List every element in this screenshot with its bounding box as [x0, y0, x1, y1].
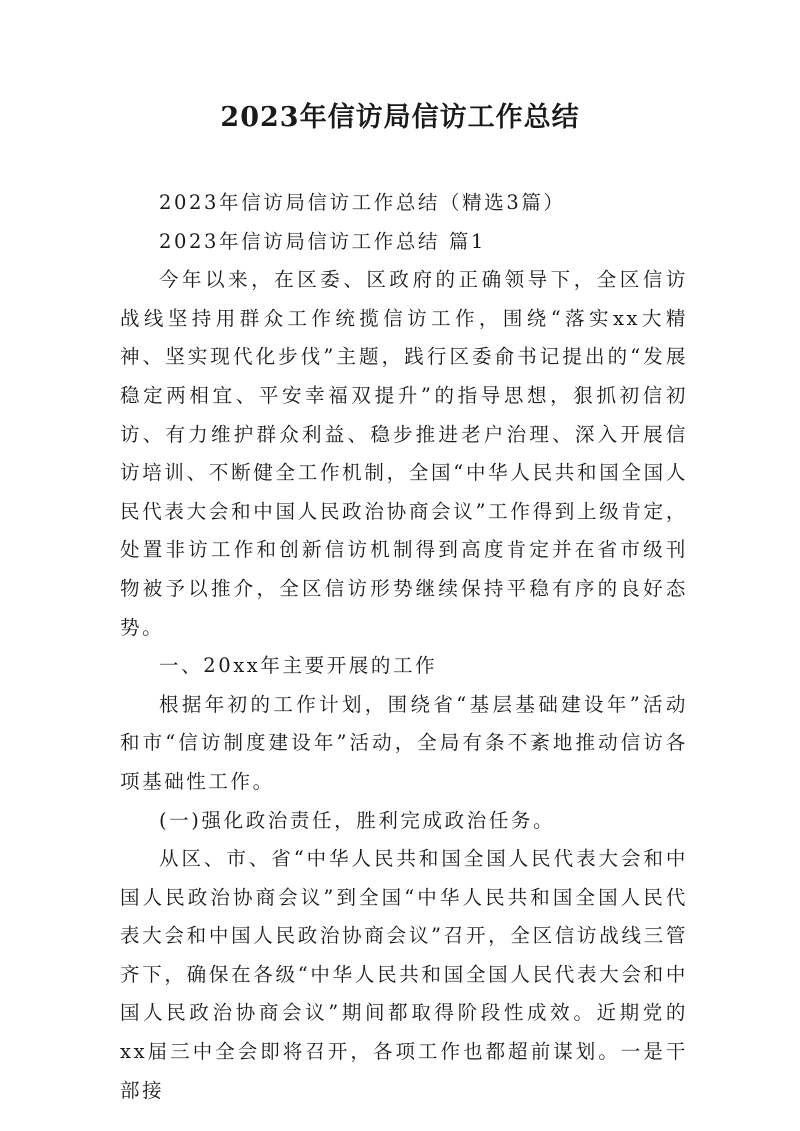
- body-paragraph: 从区、市、省“中华人民共和国全国人民代表大会和中国人民政治协商会议”到全国“中华人民共和国全国人民代表大会和中国人民政治协商会议”召开，全区信访战线三管齐下，确保在各级“中华人民共和国全国人民代表大会和中国人民政治协商会议”期间都取得阶段性成效。近期党的xx届三中全会即将召开，各项工作也都超前谋划。一是干部接: [120, 847, 688, 1102]
- heading-paragraph: 一、20xx年主要开展的工作: [159, 654, 438, 678]
- document-title: 2023年信访局信访工作总结: [220, 102, 580, 133]
- body-paragraph: 今年以来，在区委、区政府的正确领导下，全区信访战线坚持用群众工作统揽信访工作，围绕“落实xx大精神、坚实现代化步伐”主题，践行区委俞书记提出的“发展稳定两相宜、平安幸福双提升”的指导思想，狠抓初信初访、有力维护群众利益、稳步推进老户治理、深入开展信访培训、不断健全工作机制，全国“中华人民共和国全国人民代表大会和中国人民政治协商会议”工作得到上级肯定，处置非访工作和创新信访机制得到高度肯定并在省市级刊物被予以推介，全区信访形势继续保持平稳有序的良好态势。: [120, 268, 688, 639]
- section-heading-paragraph: 2023年信访局信访工作总结 篇1: [159, 229, 486, 253]
- subheading-paragraph: (一)强化政治责任，胜利完成政治任务。: [159, 808, 556, 832]
- subtitle-paragraph: 2023年信访局信访工作总结（精选3篇）: [159, 191, 566, 214]
- document-body: [120, 184, 688, 1110]
- body-paragraph: 根据年初的工作计划，围绕省“基层基础建设年”活动和市“信访制度建设年”活动，全局有条不紊地推动信访各项基础性工作。: [120, 692, 688, 793]
